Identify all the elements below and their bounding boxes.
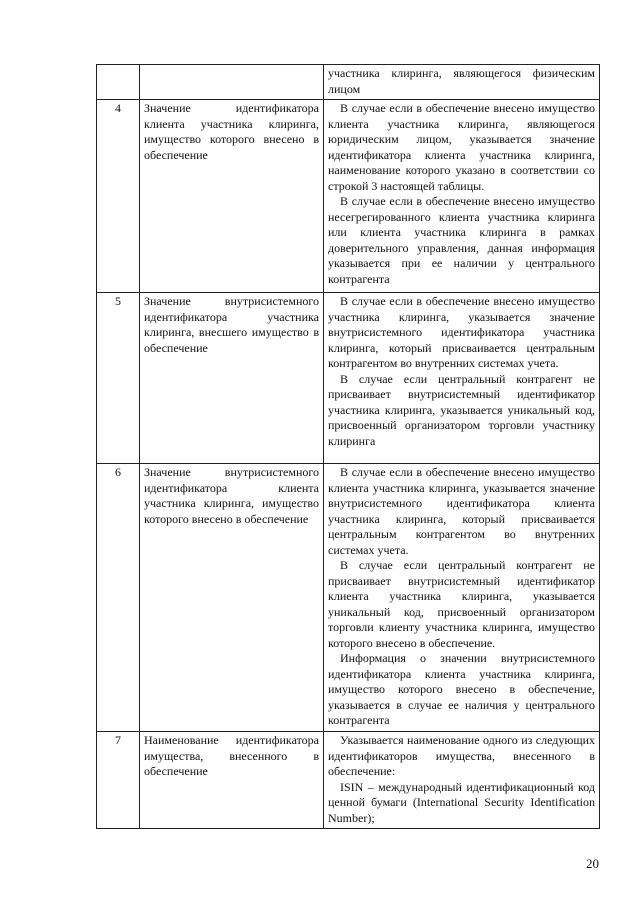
row-number-cell: 4: [97, 100, 140, 293]
page-number: 20: [586, 856, 599, 871]
field-description-cell: [324, 100, 600, 293]
table-row: [97, 100, 600, 293]
field-name-cell: [140, 464, 324, 732]
description-paragraph: Информация о значении внутрисистемного идентификатора клиента участника клиринга, имущество которого внесено в обеспечение, указывается в случае ее наличия у центрального контрагента: [328, 651, 595, 727]
field-name-text: Значение идентификатора клиента участника клиринга, имущество которого внесено в обеспечение: [144, 101, 319, 162]
description-paragraph: участника клиринга, являющегося физическим лицом: [328, 66, 595, 96]
field-name-text: Значение внутрисистемного идентификатора клиента участника клиринга, имущество которого внесено в обеспечение: [144, 465, 319, 526]
table-row: [97, 732, 600, 829]
table-row: [97, 65, 600, 100]
table-row: [97, 464, 600, 732]
description-paragraph: В случае если в обеспечение внесено имущество участника клиринга, указывается значение внутрисистемного идентификатора участника клиринга, который присваивается центральным контрагентом во внутренних системах учета.: [328, 294, 595, 370]
description-paragraph: В случае если центральный контрагент не присваивает внутрисистемный идентификатор клиента участника клиринга, указывается уникальный код, присвоенный организатором торговли клиенту участника клиринга, имущество которого внесено в обеспечение.: [328, 558, 595, 650]
field-name-cell: [140, 65, 324, 100]
description-paragraph: В случае если в обеспечение внесено имущество клиента участника клиринга, указывается значение внутрисистемного идентификатора клиента участника клиринга, который присваивается центральным контрагентом во внутренних системах учета.: [328, 465, 595, 557]
field-name-cell: [140, 100, 324, 293]
row-number-cell: 6: [97, 464, 140, 732]
table-body: [97, 65, 600, 829]
row-number-cell: 7: [97, 732, 140, 829]
field-description-cell: [324, 65, 600, 100]
requirements-table: [96, 64, 600, 829]
description-paragraph: ISIN – международный идентификационный код ценной бумаги (International Security Identification Number);: [328, 779, 595, 825]
field-name-cell: [140, 293, 324, 464]
description-paragraph: В случае если в обеспечение внесено имущество клиента участника клиринга, являющегося юридическим лицом, указывается значение идентификатора клиента участника клиринга, наименование которого указано в соответствии со строкой 3 настоящей таблицы.: [328, 101, 595, 193]
field-name-cell: [140, 732, 324, 829]
field-description-cell: [324, 464, 600, 732]
field-name-text: Наименование идентификатора имущества, внесенного в обеспечение: [144, 733, 319, 778]
table-row: [97, 293, 600, 464]
field-description-cell: [324, 293, 600, 464]
row-number-cell: [97, 65, 140, 100]
field-description-cell: [324, 732, 600, 829]
field-name-text: Значение внутрисистемного идентификатора участника клиринга, внесшего имущество в обеспечение: [144, 294, 319, 355]
row-number-cell: 5: [97, 293, 140, 464]
description-paragraph: Указывается наименование одного из следующих идентификаторов имущества, внесенного в обеспечение:: [328, 733, 595, 778]
description-paragraph: В случае если центральный контрагент не присваивает внутрисистемный идентификатор участника клиринга, указывается уникальный код, присвоенный организатором торговли участнику клиринга: [328, 371, 595, 448]
description-paragraph: В случае если в обеспечение внесено имущество несегрегированного клиента участника клиринга или клиента участника клиринга в рамках доверительного управления, данная информация указывается при ее наличии у центрального контрагента: [328, 194, 595, 286]
